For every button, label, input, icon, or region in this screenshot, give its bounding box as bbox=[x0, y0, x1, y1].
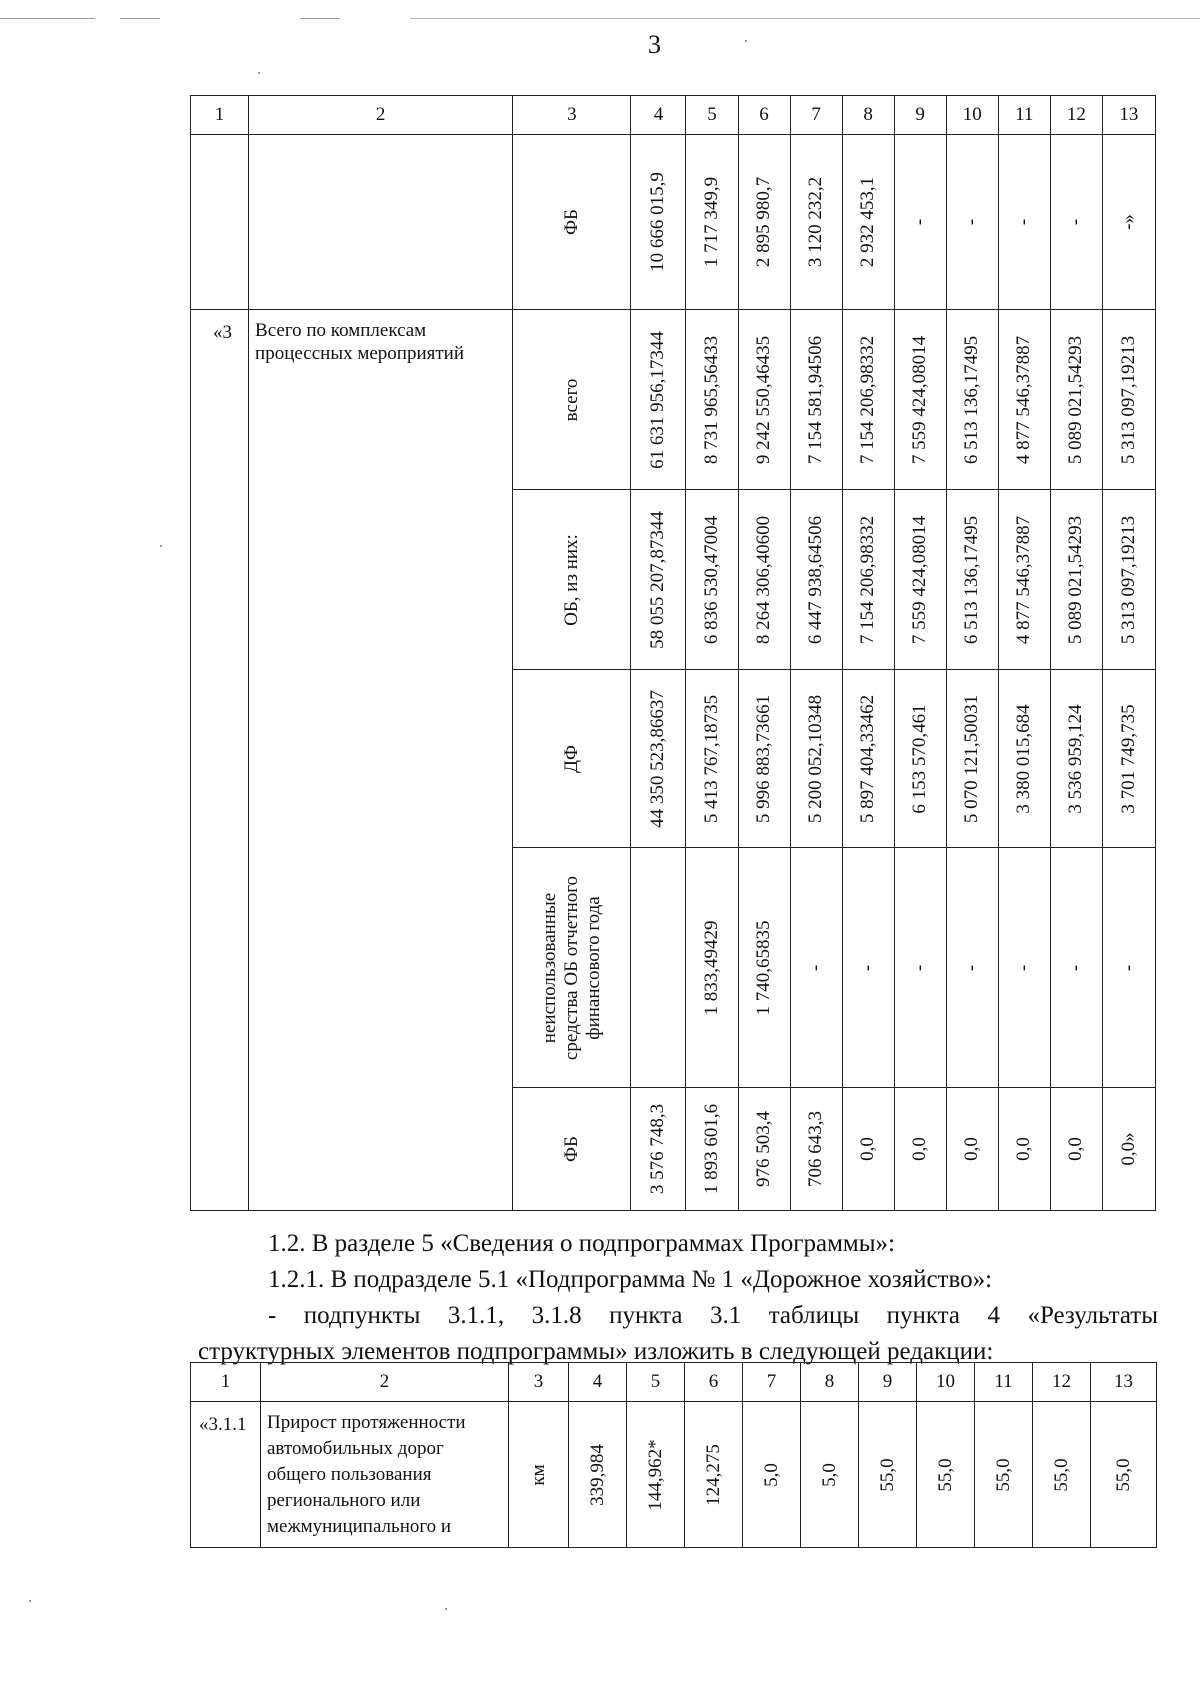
value-cell bbox=[790, 848, 842, 1088]
value-cell bbox=[790, 310, 842, 490]
value: - bbox=[961, 964, 983, 971]
row-label: ФБ bbox=[560, 1136, 582, 1162]
value-cell bbox=[1091, 1402, 1157, 1548]
value: 5 313 097,19213 bbox=[1117, 515, 1139, 644]
header-cell: 2 bbox=[249, 96, 513, 135]
value-cell bbox=[1102, 670, 1155, 848]
value-cell bbox=[998, 1088, 1050, 1211]
header-cell: 4 bbox=[569, 1363, 627, 1402]
value: 124,275 bbox=[702, 1443, 724, 1506]
value-cell bbox=[1050, 310, 1102, 490]
scan-speck bbox=[445, 1608, 447, 1610]
section-name: Всего по комплексам процессных мероприятий bbox=[255, 320, 465, 364]
value-cell bbox=[1102, 310, 1155, 490]
value: 3 380 015,684 bbox=[1013, 703, 1035, 814]
budget-table bbox=[190, 95, 1156, 1211]
code-cell bbox=[191, 1402, 261, 1548]
value: 55,0 bbox=[876, 1457, 898, 1492]
value: 0,0 bbox=[909, 1137, 931, 1161]
header-cell: 8 bbox=[801, 1363, 859, 1402]
value: 1 740,65835 bbox=[753, 920, 775, 1015]
row-label-cell bbox=[513, 310, 631, 490]
value: 0,0 bbox=[961, 1137, 983, 1161]
value: 706 643,3 bbox=[805, 1111, 827, 1187]
value: - bbox=[961, 218, 983, 226]
value: 5 089 021,54293 bbox=[1065, 515, 1087, 644]
value-cell bbox=[790, 135, 842, 310]
value: 58 055 207,87344 bbox=[647, 510, 669, 649]
value-cell bbox=[1033, 1402, 1091, 1548]
scan-speck bbox=[745, 40, 747, 42]
value-cell bbox=[998, 135, 1050, 310]
header-cell: 8 bbox=[842, 96, 894, 135]
row-label-cell bbox=[513, 490, 631, 670]
value: 55,0 bbox=[1050, 1457, 1072, 1492]
value: 6 513 136,17495 bbox=[961, 335, 983, 464]
header-cell: 10 bbox=[917, 1363, 975, 1402]
value-cell bbox=[631, 310, 686, 490]
value-cell bbox=[738, 135, 790, 310]
value-cell bbox=[738, 1088, 790, 1211]
header-cell: 7 bbox=[743, 1363, 801, 1402]
header-cell: 3 bbox=[513, 96, 631, 135]
value: 10 666 015,9 bbox=[647, 172, 669, 272]
value: 55,0 bbox=[934, 1457, 956, 1492]
header-cell: 1 bbox=[191, 96, 249, 135]
value: 5 996 883,73661 bbox=[753, 694, 775, 823]
page-number: 3 bbox=[648, 30, 661, 59]
value-cell bbox=[1102, 848, 1155, 1088]
value: 7 154 206,98332 bbox=[857, 335, 879, 464]
header-cell: 5 bbox=[686, 96, 738, 135]
value-cell bbox=[685, 1402, 743, 1548]
value-cell bbox=[998, 490, 1050, 670]
row-code: «3.1.1 bbox=[199, 1414, 247, 1435]
paragraph-1-2: 1.2. В разделе 5 «Сведения о подпрограммах Программы»: bbox=[268, 1230, 895, 1257]
value: 6 447 938,64506 bbox=[805, 515, 827, 644]
paragraph-subpoints-cont: структурных элементов подпрограммы» изложить в следующей редакции: bbox=[198, 1338, 994, 1365]
value: 5 070 121,50031 bbox=[961, 694, 983, 823]
name-cell bbox=[249, 310, 513, 1211]
row-name: Прирост протяженности автомобильных дорог общего пользования регионального или межмуниципального и bbox=[267, 1412, 466, 1537]
header-cell: 4 bbox=[631, 96, 686, 135]
value: 1 833,49429 bbox=[700, 920, 722, 1015]
value: 3 120 232,2 bbox=[805, 176, 827, 268]
value-cell bbox=[631, 848, 686, 1088]
table-row bbox=[191, 135, 1156, 310]
value: - bbox=[805, 964, 827, 971]
header-cell: 3 bbox=[509, 1363, 569, 1402]
value-cell bbox=[686, 670, 738, 848]
value-cell bbox=[842, 670, 894, 848]
value-cell bbox=[801, 1402, 859, 1548]
paragraph-subpoints: - подпункты 3.1.1, 3.1.8 пункта 3.1 таблицы пункта 4 «Результаты bbox=[268, 1302, 1158, 1329]
value: 7 154 206,98332 bbox=[857, 515, 879, 644]
value-cell bbox=[946, 490, 998, 670]
value: 5,0 bbox=[818, 1462, 840, 1487]
row-label-cell bbox=[513, 670, 631, 848]
value-cell bbox=[998, 848, 1050, 1088]
scan-artifact-line bbox=[0, 18, 95, 19]
row-label: ДФ bbox=[560, 744, 582, 773]
value: 0,0 bbox=[1065, 1137, 1087, 1161]
value: 7 559 424,08014 bbox=[909, 335, 931, 464]
value-cell bbox=[1102, 1088, 1155, 1211]
value: 5 413 767,18735 bbox=[700, 694, 722, 823]
scan-speck bbox=[258, 72, 260, 74]
header-cell: 13 bbox=[1102, 96, 1155, 135]
name-cell bbox=[261, 1402, 509, 1548]
value-cell bbox=[1050, 670, 1102, 848]
value: 8 731 965,56433 bbox=[700, 335, 722, 464]
value: 1 717 349,9 bbox=[700, 176, 722, 268]
value: 61 631 956,17344 bbox=[647, 330, 669, 469]
value-cell bbox=[790, 1088, 842, 1211]
value-cell bbox=[631, 490, 686, 670]
value-cell bbox=[842, 848, 894, 1088]
value-cell bbox=[790, 490, 842, 670]
unit: км bbox=[527, 1463, 549, 1486]
value: 3 536 959,124 bbox=[1065, 703, 1087, 814]
scan-artifact-line bbox=[300, 18, 340, 19]
header-cell: 10 bbox=[946, 96, 998, 135]
value-cell bbox=[894, 1088, 946, 1211]
value-cell bbox=[998, 670, 1050, 848]
value: 7 559 424,08014 bbox=[909, 515, 931, 644]
row-label-cell bbox=[513, 1088, 631, 1211]
value: -» bbox=[1117, 214, 1139, 230]
value-cell bbox=[1050, 1088, 1102, 1211]
scan-speck bbox=[160, 545, 162, 547]
value-cell bbox=[1102, 135, 1155, 310]
row-label-cell bbox=[513, 135, 631, 310]
value: 339,984 bbox=[586, 1443, 608, 1506]
name-cell bbox=[249, 135, 513, 310]
value: 2 932 453,1 bbox=[857, 176, 879, 268]
value-cell bbox=[998, 310, 1050, 490]
header-cell: 6 bbox=[685, 1363, 743, 1402]
value: 0,0 bbox=[857, 1137, 879, 1161]
header-cell: 6 bbox=[738, 96, 790, 135]
results-table bbox=[190, 1362, 1157, 1548]
row-label-cell bbox=[513, 848, 631, 1088]
value-cell bbox=[686, 310, 738, 490]
value-cell bbox=[631, 670, 686, 848]
value: 6 153 570,461 bbox=[909, 703, 931, 814]
value-cell bbox=[842, 135, 894, 310]
scan-artifact-line bbox=[120, 18, 160, 19]
table-row bbox=[191, 310, 1156, 490]
value: 5 089 021,54293 bbox=[1065, 335, 1087, 464]
value-cell bbox=[1050, 135, 1102, 310]
value-cell bbox=[842, 1088, 894, 1211]
value: - bbox=[857, 964, 879, 971]
value-cell bbox=[975, 1402, 1033, 1548]
value-cell bbox=[790, 670, 842, 848]
value: - bbox=[1013, 964, 1035, 971]
value: 144,962* bbox=[644, 1438, 666, 1511]
value-cell bbox=[894, 490, 946, 670]
value-cell bbox=[738, 490, 790, 670]
value-cell bbox=[686, 1088, 738, 1211]
value-cell bbox=[569, 1402, 627, 1548]
value-cell bbox=[738, 310, 790, 490]
value: 6 513 136,17495 bbox=[961, 515, 983, 644]
value-cell bbox=[686, 135, 738, 310]
unit-cell bbox=[509, 1402, 569, 1548]
value-cell bbox=[686, 848, 738, 1088]
table-row bbox=[191, 1402, 1157, 1548]
row-label: всего bbox=[560, 378, 582, 421]
paragraph-1-2-1: 1.2.1. В подразделе 5.1 «Подпрограмма № 1 «Дорожное хозяйство»: bbox=[268, 1266, 993, 1293]
scan-speck bbox=[29, 1600, 31, 1602]
value: 7 154 581,94506 bbox=[805, 335, 827, 464]
value: 2 895 980,7 bbox=[753, 176, 775, 268]
row-label: ОБ, из них: bbox=[560, 533, 582, 626]
value-cell bbox=[946, 310, 998, 490]
value: 3 576 748,3 bbox=[647, 1103, 669, 1195]
value: 976 503,4 bbox=[753, 1111, 775, 1187]
value-cell bbox=[946, 135, 998, 310]
value: - bbox=[1013, 218, 1035, 226]
row-label: ФБ bbox=[560, 209, 582, 235]
value-cell bbox=[627, 1402, 685, 1548]
value: 1 893 601,6 bbox=[700, 1103, 722, 1195]
value-cell bbox=[917, 1402, 975, 1548]
code-cell bbox=[191, 135, 249, 310]
value: 44 350 523,86637 bbox=[647, 689, 669, 828]
value: - bbox=[909, 964, 931, 971]
value-cell bbox=[738, 848, 790, 1088]
value: - bbox=[1117, 964, 1139, 971]
header-cell: 9 bbox=[894, 96, 946, 135]
value-cell bbox=[1050, 848, 1102, 1088]
header-cell: 13 bbox=[1091, 1363, 1157, 1402]
value-cell bbox=[842, 310, 894, 490]
value: 0,0» bbox=[1117, 1132, 1139, 1166]
value-cell bbox=[631, 1088, 686, 1211]
value: 3 701 749,735 bbox=[1117, 703, 1139, 814]
table-header-row bbox=[191, 96, 1156, 135]
value: 8 264 306,40600 bbox=[753, 515, 775, 644]
table-header-row bbox=[191, 1363, 1157, 1402]
header-cell: 1 bbox=[191, 1363, 261, 1402]
value: 4 877 546,37887 bbox=[1013, 335, 1035, 464]
value-cell bbox=[946, 670, 998, 848]
value: - bbox=[909, 218, 931, 226]
value-cell bbox=[686, 490, 738, 670]
value-cell bbox=[1050, 490, 1102, 670]
value-cell bbox=[859, 1402, 917, 1548]
value-cell bbox=[894, 848, 946, 1088]
value: - bbox=[1065, 964, 1087, 971]
code-cell bbox=[191, 310, 249, 1211]
header-cell: 7 bbox=[790, 96, 842, 135]
value-cell bbox=[631, 135, 686, 310]
header-cell: 11 bbox=[998, 96, 1050, 135]
value-cell bbox=[842, 490, 894, 670]
value: 9 242 550,46435 bbox=[753, 335, 775, 464]
row-label: неиспользованные средства ОБ отчетного финансового года bbox=[539, 875, 604, 1060]
header-cell: 2 bbox=[261, 1363, 509, 1402]
header-cell: 12 bbox=[1033, 1363, 1091, 1402]
value-cell bbox=[738, 670, 790, 848]
header-cell: 9 bbox=[859, 1363, 917, 1402]
value-cell bbox=[743, 1402, 801, 1548]
header-cell: 11 bbox=[975, 1363, 1033, 1402]
value-cell bbox=[894, 135, 946, 310]
value: 55,0 bbox=[992, 1457, 1014, 1492]
value: 5 200 052,10348 bbox=[805, 694, 827, 823]
value: 55,0 bbox=[1112, 1457, 1134, 1492]
scan-artifact-line bbox=[410, 18, 1200, 19]
header-cell: 5 bbox=[627, 1363, 685, 1402]
value-cell bbox=[894, 310, 946, 490]
value: 0,0 bbox=[1013, 1137, 1035, 1161]
section-code: «3 bbox=[213, 322, 232, 343]
value-cell bbox=[1102, 490, 1155, 670]
value: 4 877 546,37887 bbox=[1013, 515, 1035, 644]
value: 6 836 530,47004 bbox=[700, 515, 722, 644]
value-cell bbox=[894, 670, 946, 848]
value: - bbox=[1065, 218, 1087, 226]
value: 5,0 bbox=[760, 1462, 782, 1487]
value-cell bbox=[946, 848, 998, 1088]
value-cell bbox=[946, 1088, 998, 1211]
header-cell: 12 bbox=[1050, 96, 1102, 135]
value: 5 313 097,19213 bbox=[1117, 335, 1139, 464]
value: 5 897 404,33462 bbox=[857, 694, 879, 823]
